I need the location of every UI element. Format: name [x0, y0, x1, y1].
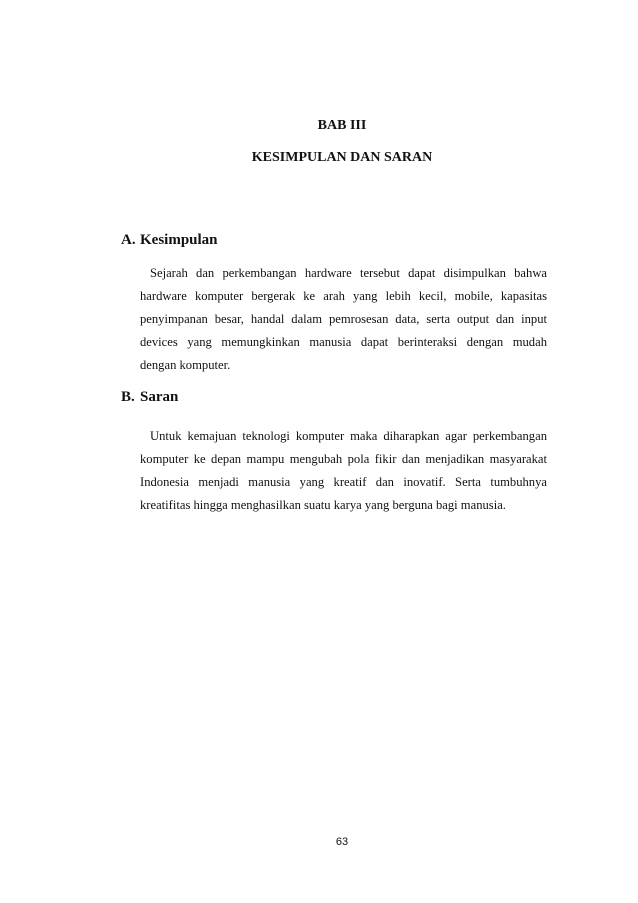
section-number: A.	[121, 232, 136, 248]
paragraph-line: Sejarah dan perkembangan hardware tersebut dapat disimpulkan bahwa	[150, 266, 547, 280]
paragraph-line: hardware komputer bergerak ke arah yang lebih kecil, mobile, kapasitas	[140, 289, 547, 303]
paragraph-saran	[140, 425, 547, 517]
chapter-label: BAB III	[317, 118, 367, 133]
paragraph-line: devices yang memungkinkan manusia dapat berinteraksi dengan mudah	[140, 335, 547, 349]
chapter-title: KESIMPULAN DAN SARAN	[251, 150, 433, 165]
section-number: B.	[121, 389, 135, 405]
section-heading-kesimpulan	[121, 232, 218, 249]
paragraph-line: komputer ke depan mampu mengubah pola fikir dan menjadikan masyarakat	[140, 452, 547, 466]
section-title: Saran	[140, 389, 179, 405]
section-title: Kesimpulan	[140, 232, 218, 248]
section-heading-saran	[121, 389, 178, 406]
paragraph-line: Untuk kemajuan teknologi komputer maka diharapkan agar perkembangan	[150, 429, 547, 443]
paragraph-line: dengan komputer.	[140, 358, 231, 372]
paragraph-line: penyimpanan besar, handal dalam pemrosesan data, serta output dan input	[140, 312, 547, 326]
paragraph-kesimpulan	[140, 262, 547, 377]
paragraph-line: Indonesia menjadi manusia yang kreatif dan inovatif. Serta tumbuhnya	[140, 475, 547, 489]
page-number: 63	[335, 836, 349, 848]
paragraph-line: kreatifitas hingga menghasilkan suatu karya yang berguna bagi manusia.	[140, 498, 506, 512]
